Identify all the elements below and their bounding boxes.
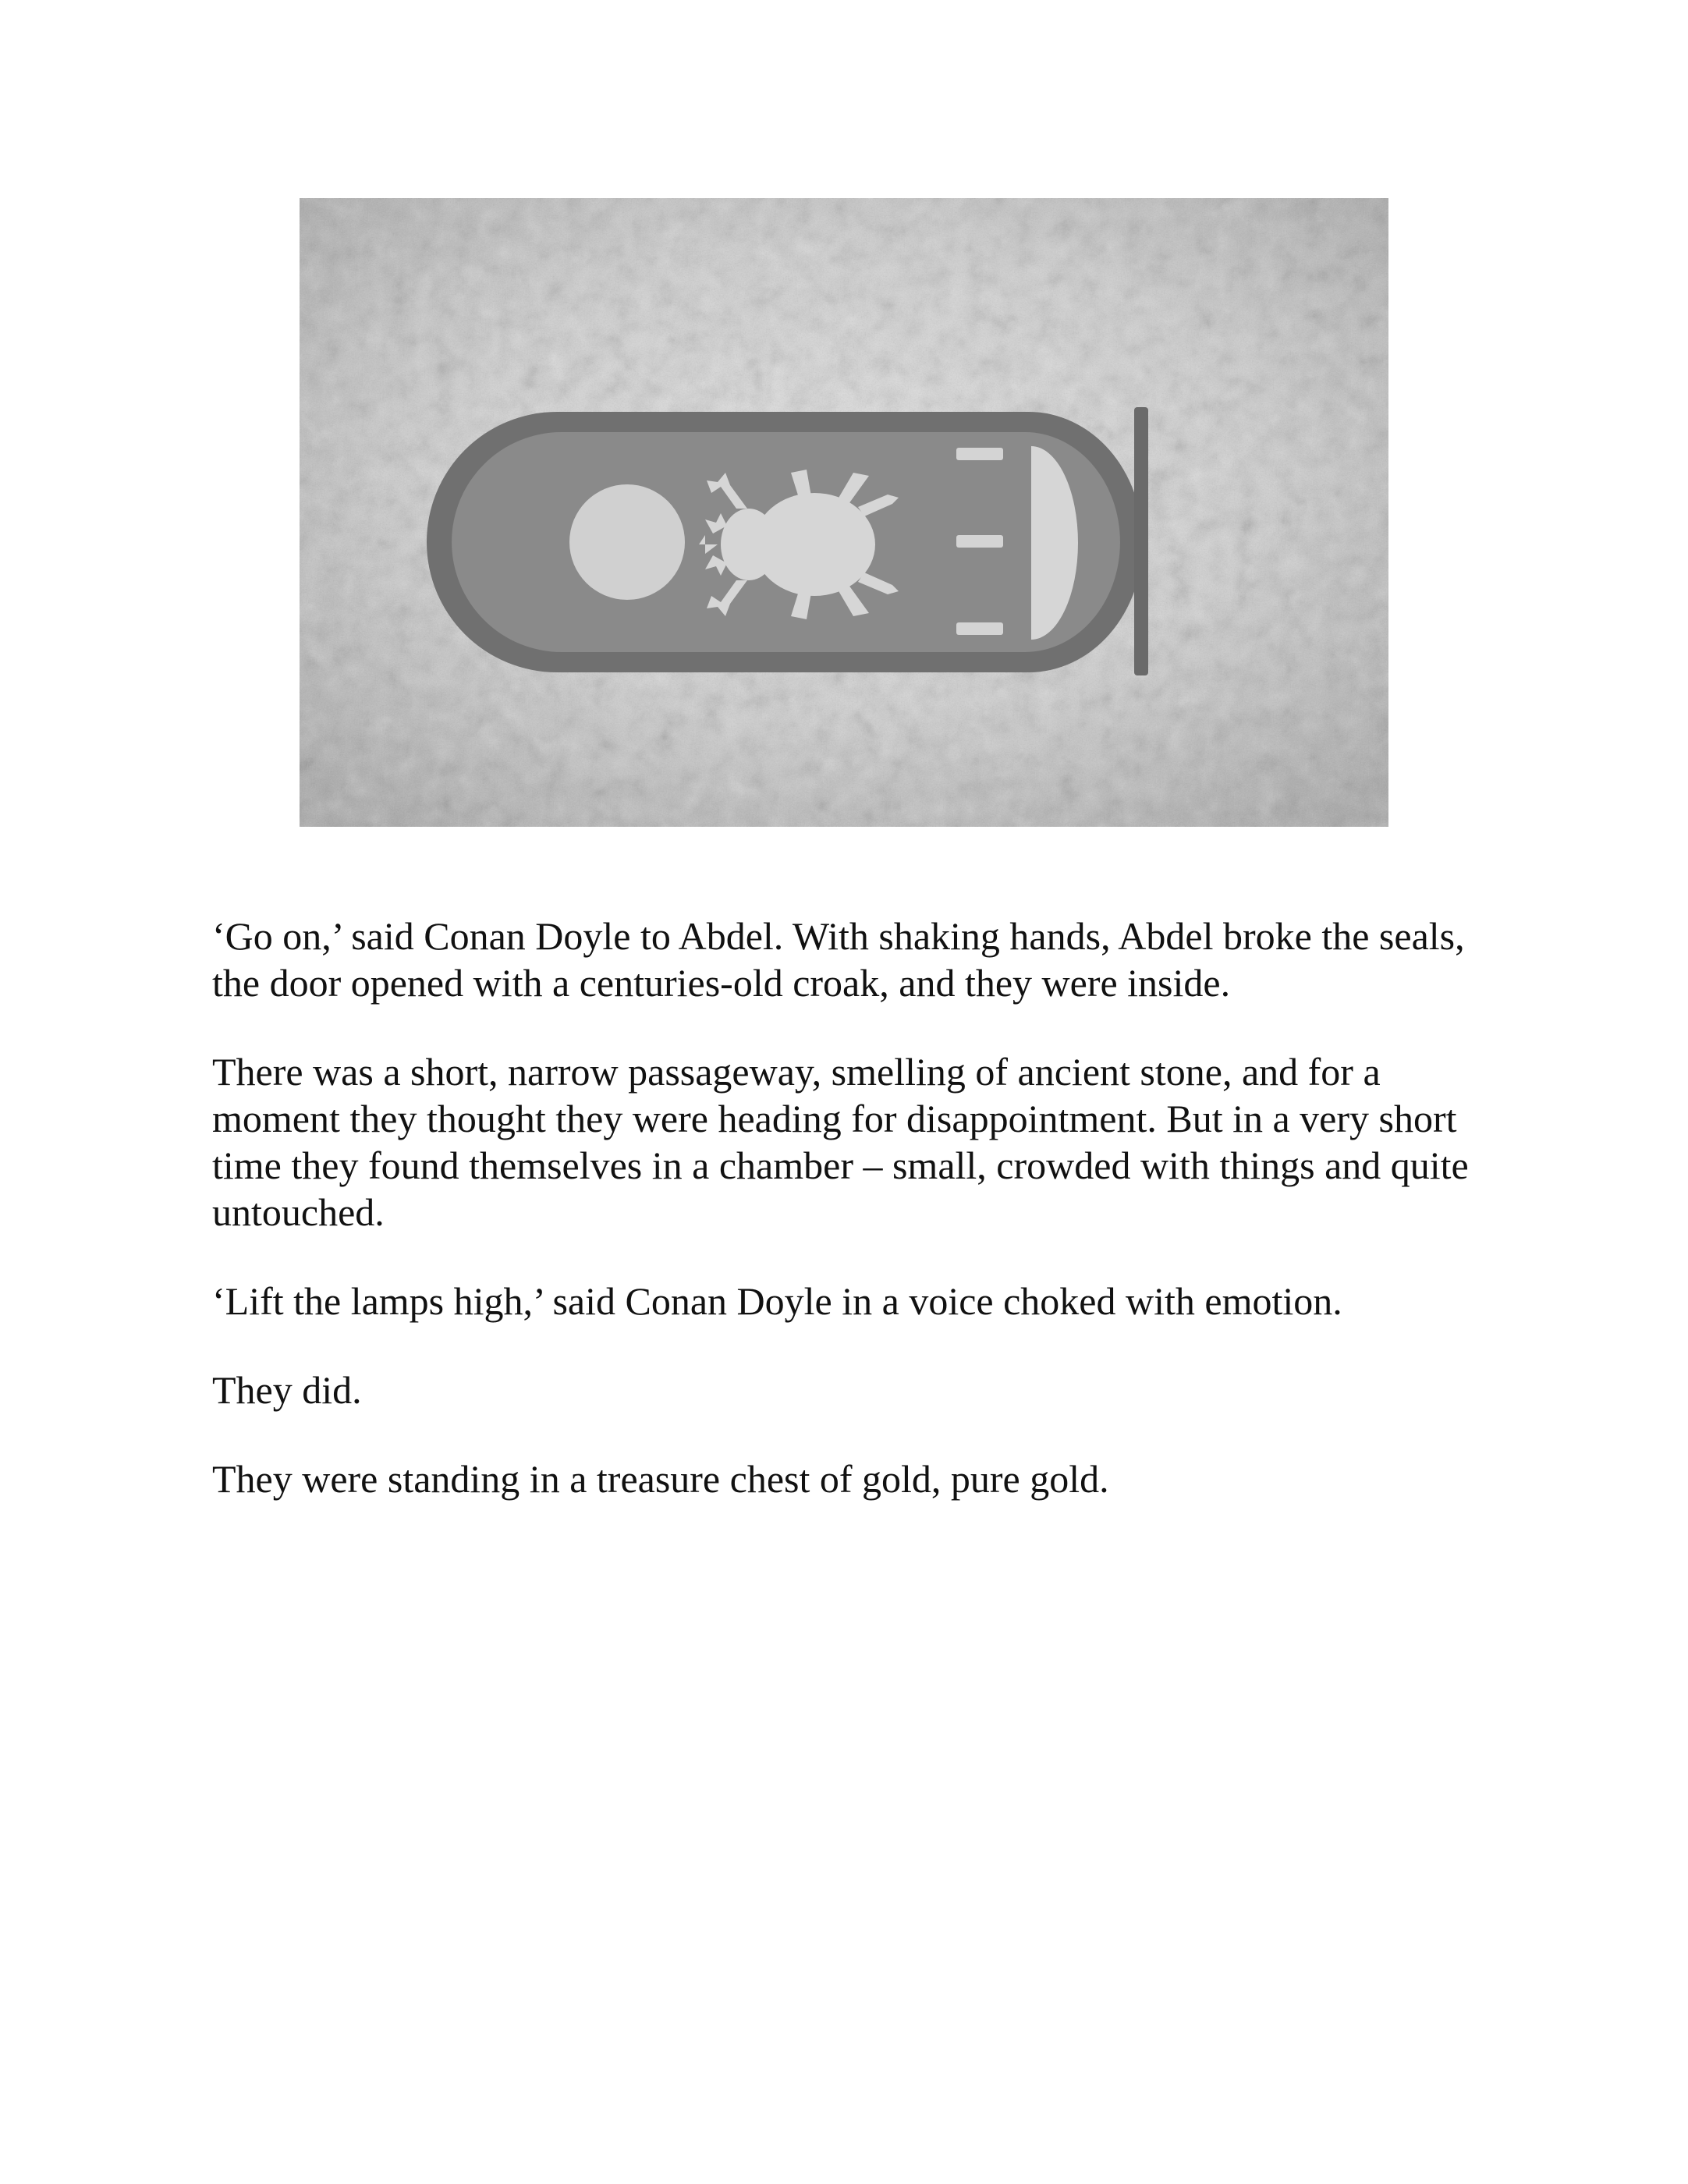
paragraph-go-on: ‘Go on,’ said Conan Doyle to Abdel. With shaking hands, Abdel broke the seals, the door opened with a centuries-old croak, and they were inside.	[212, 914, 1465, 1005]
paragraph-lift-lamps: ‘Lift the lamps high,’ said Conan Doyle in a voice choked with emotion.	[212, 1279, 1342, 1323]
paragraph-treasure: They were standing in a treasure chest of gold, pure gold.	[212, 1457, 1109, 1501]
cartouche-illustration	[300, 198, 1388, 827]
cartouche-tie-bar	[1134, 407, 1148, 675]
sun-disc-glyph	[569, 484, 685, 600]
paragraph-passageway: There was a short, narrow passageway, smelling of ancient stone, and for a moment they thought they were heading for disappointment. But in a very short time they found themselves in a chamber – small, crowded with things and quite untouched.	[212, 1050, 1469, 1234]
paragraph-they-did: They did.	[212, 1368, 362, 1412]
cartouche-scarab-image	[300, 198, 1388, 827]
story-text	[212, 913, 1491, 1544]
